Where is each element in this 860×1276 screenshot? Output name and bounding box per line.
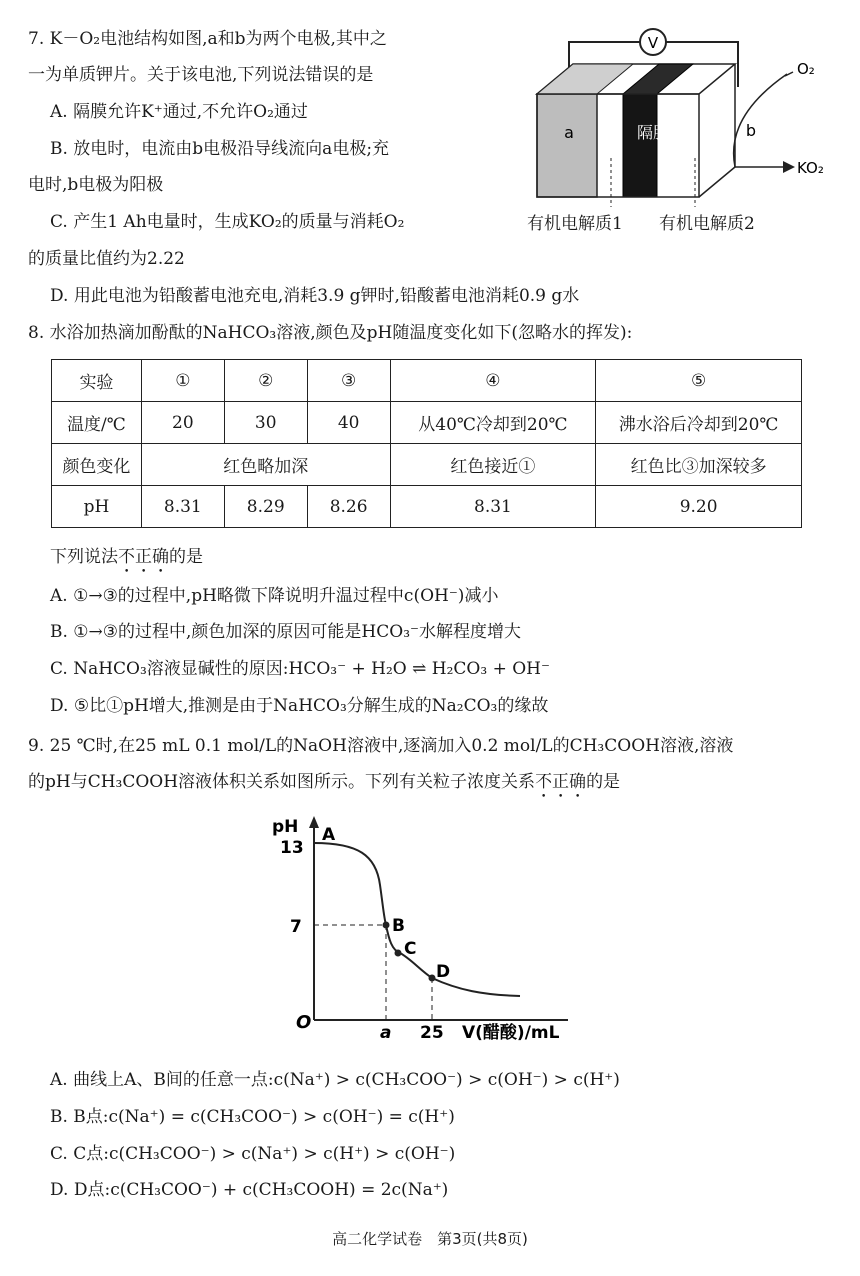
table-cell: 8.29 xyxy=(224,486,307,528)
q7-option-a: A. 隔膜允许K⁺通过,不允许O₂通过 xyxy=(50,102,308,122)
row-header: 颜色变化 xyxy=(52,444,142,486)
page-footer: 高二化学试卷 第3页(共8页) xyxy=(332,1230,528,1248)
membrane xyxy=(623,94,657,197)
q9-option-a: A. 曲线上A、B间的任意一点:c(Na⁺) > c(CH₃COO⁻) > c(OH⁻) > c(H⁺) xyxy=(50,1070,620,1090)
point-d-label: D xyxy=(436,962,451,982)
row-header: 温度/℃ xyxy=(52,402,142,444)
q8-option-c: C. NaHCO₃溶液显碱性的原因:HCO₃⁻ + H₂O ⇌ H₂CO₃ + OH⁻ xyxy=(50,659,550,679)
q9-stem-line1: 9. 25 ℃时,在25 mL 0.1 mol/L的NaOH溶液中,逐滴加入0.2 mol/L的CH₃COOH溶液,溶液 xyxy=(28,736,734,756)
x-tick-a: a xyxy=(380,1023,392,1043)
point-c-label: C xyxy=(404,939,417,959)
o2-label: O₂ xyxy=(797,60,815,78)
electrode-a xyxy=(537,94,597,197)
table-cell: ② xyxy=(224,360,307,402)
q8-option-d: D. ⑤比①pH增大,推测是由于NaHCO₃分解生成的Na₂CO₃的缘故 xyxy=(50,696,549,716)
q8-prompt-emphasis: 不正确 xyxy=(118,547,169,567)
q7-option-c-line2: 的质量比值约为2.22 xyxy=(28,249,185,269)
y-tick-7: 7 xyxy=(290,917,302,937)
q7-option-b-line1: B. 放电时，电流由b电极沿导线流向a电极;充 xyxy=(50,139,390,159)
table-cell: 9.20 xyxy=(596,486,802,528)
point-d xyxy=(429,975,436,982)
table-cell: 8.31 xyxy=(390,486,596,528)
battery-diagram xyxy=(525,22,835,242)
point-c xyxy=(395,950,402,957)
electrode-b-label: b xyxy=(745,121,757,140)
table-cell: 8.26 xyxy=(307,486,390,528)
membrane-label: 隔膜 xyxy=(636,123,670,142)
table-cell: 沸水浴后冷却到20℃ xyxy=(596,402,802,444)
point-a-label: A xyxy=(322,825,336,845)
table-cell: 8.31 xyxy=(141,486,224,528)
q9-stem-post: 的是 xyxy=(586,772,621,792)
table-cell: 40 xyxy=(307,402,390,444)
row-header: 实验 xyxy=(52,360,142,402)
ph-titration-chart xyxy=(268,810,598,1050)
y-axis-arrow-icon xyxy=(309,816,319,828)
table-cell: ④ xyxy=(390,360,596,402)
q9-option-c: C. C点:c(CH₃COO⁻) > c(Na⁺) > c(H⁺) > c(OH⁻) xyxy=(50,1144,456,1164)
q7-stem-line2: 一为单质钾片。关于该电池,下列说法错误的是 xyxy=(28,65,374,85)
table-cell: 从40℃冷却到20℃ xyxy=(390,402,596,444)
q8-prompt-pre: 下列说法 xyxy=(50,547,118,567)
q7-option-c-line1: C. 产生1 Ah电量时，生成KO₂的质量与消耗O₂ xyxy=(50,212,405,232)
table-cell: ③ xyxy=(307,360,390,402)
table-row xyxy=(52,402,802,444)
q9-option-d: D. D点:c(CH₃COO⁻) + c(CH₃COOH) = 2c(Na⁺) xyxy=(50,1180,449,1200)
table-row xyxy=(52,360,802,402)
q8-option-b: B. ①→③的过程中,颜色加深的原因可能是HCO₃⁻水解程度增大 xyxy=(50,622,521,642)
arrow-icon xyxy=(783,161,795,173)
table-cell: 红色比③加深较多 xyxy=(596,444,802,486)
electrode-b xyxy=(734,74,787,167)
electrolyte-2-label: 有机电解质2 xyxy=(659,214,755,234)
x-tick-25: 25 xyxy=(420,1023,444,1043)
q7-option-b-line2: 电时,b电极为阳极 xyxy=(28,175,164,195)
point-b xyxy=(383,922,390,929)
origin-label: O xyxy=(296,1012,312,1033)
electrode-a-label: a xyxy=(564,123,574,142)
point-b-label: B xyxy=(392,916,405,936)
voltmeter-label: V xyxy=(647,34,659,52)
electrolyte-1-label: 有机电解质1 xyxy=(527,214,623,234)
table-cell: 20 xyxy=(141,402,224,444)
q9-stem-line2 xyxy=(28,771,620,802)
x-axis-label: V(醋酸)/mL xyxy=(462,1023,560,1043)
q8-data-table xyxy=(51,359,802,528)
ko2-label: KO₂ xyxy=(797,159,824,177)
row-header: pH xyxy=(52,486,142,528)
ph-curve xyxy=(314,843,520,996)
table-cell: 红色略加深 xyxy=(141,444,390,486)
q9-stem-emphasis: 不正确 xyxy=(535,772,587,792)
q9-option-b: B. B点:c(Na⁺) = c(CH₃COO⁻) > c(OH⁻) = c(H⁺) xyxy=(50,1107,455,1127)
q8-prompt-post: 的是 xyxy=(169,547,203,567)
y-tick-13: 13 xyxy=(280,838,304,858)
table-row xyxy=(52,486,802,528)
table-cell: 红色接近① xyxy=(390,444,596,486)
q7-option-d: D. 用此电池为铅酸蓄电池充电,消耗3.9 g钾时,铅酸蓄电池消耗0.9 g水 xyxy=(50,286,580,306)
q7-stem-line1: 7. K－O₂电池结构如图,a和b为两个电极,其中之 xyxy=(28,29,387,49)
q8-prompt xyxy=(50,546,203,577)
table-row xyxy=(52,444,802,486)
table-cell: ① xyxy=(141,360,224,402)
q8-option-a: A. ①→③的过程中,pH略微下降说明升温过程中c(OH⁻)减小 xyxy=(50,586,499,606)
table-cell: ⑤ xyxy=(596,360,802,402)
table-cell: 30 xyxy=(224,402,307,444)
q9-stem-pre: 的pH与CH₃COOH溶液体积关系如图所示。下列有关粒子浓度关系 xyxy=(28,772,536,792)
q8-stem: 8. 水浴加热滴加酚酞的NaHCO₃溶液,颜色及pH随温度变化如下(忽略水的挥发): xyxy=(28,323,633,343)
y-axis-label: pH xyxy=(272,817,299,837)
